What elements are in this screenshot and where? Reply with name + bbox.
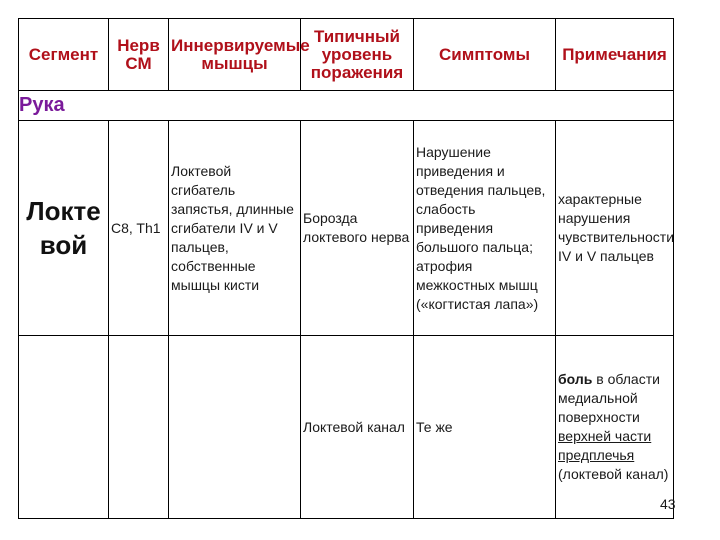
nerve-table bbox=[18, 18, 674, 519]
nerve-sm-cell: C8, Th1 bbox=[109, 121, 169, 336]
header-row bbox=[19, 19, 674, 91]
muscles-cell bbox=[169, 336, 301, 519]
header-nerve-sm: Нерв СМ bbox=[109, 19, 169, 91]
header-muscles: Иннервируемые мышцы bbox=[169, 19, 301, 91]
header-symptoms: Симптомы bbox=[414, 19, 556, 91]
symptoms-cell: Нарушение приведения и отведения пальцев, слабость приведения большого пальца; атрофия межкостных мышц («когтистая лапа») bbox=[414, 121, 556, 336]
notes-text: в области медиальной поверхности bbox=[558, 371, 660, 425]
table-row bbox=[19, 121, 674, 336]
section-row bbox=[19, 91, 674, 121]
table-row bbox=[19, 336, 674, 519]
notes-cell: характерные нарушения чувствительности IV и V пальцев bbox=[556, 121, 674, 336]
nerve-sm-cell bbox=[109, 336, 169, 519]
header-notes: Примечания bbox=[556, 19, 674, 91]
segment-cell bbox=[19, 336, 109, 519]
notes-cell bbox=[556, 336, 674, 519]
segment-line: Локте bbox=[26, 196, 101, 226]
level-cell: Локтевой канал bbox=[301, 336, 414, 519]
notes-bold: боль bbox=[558, 371, 593, 387]
header-segment: Сегмент bbox=[19, 19, 109, 91]
notes-text: (локтевой канал) bbox=[558, 466, 669, 482]
header-level: Типичный уровень поражения bbox=[301, 19, 414, 91]
section-label: Рука bbox=[19, 91, 674, 121]
symptoms-cell: Те же bbox=[414, 336, 556, 519]
segment-line: вой bbox=[39, 230, 88, 260]
page-number: 43 bbox=[660, 496, 676, 512]
muscles-cell: Локтевой сгибатель запястья, длинные сгибатели IV и V пальцев, собственные мышцы кисти bbox=[169, 121, 301, 336]
notes-underlined: верхней части предплечья bbox=[558, 428, 652, 463]
segment-cell bbox=[19, 121, 109, 336]
level-cell: Борозда локтевого нерва bbox=[301, 121, 414, 336]
